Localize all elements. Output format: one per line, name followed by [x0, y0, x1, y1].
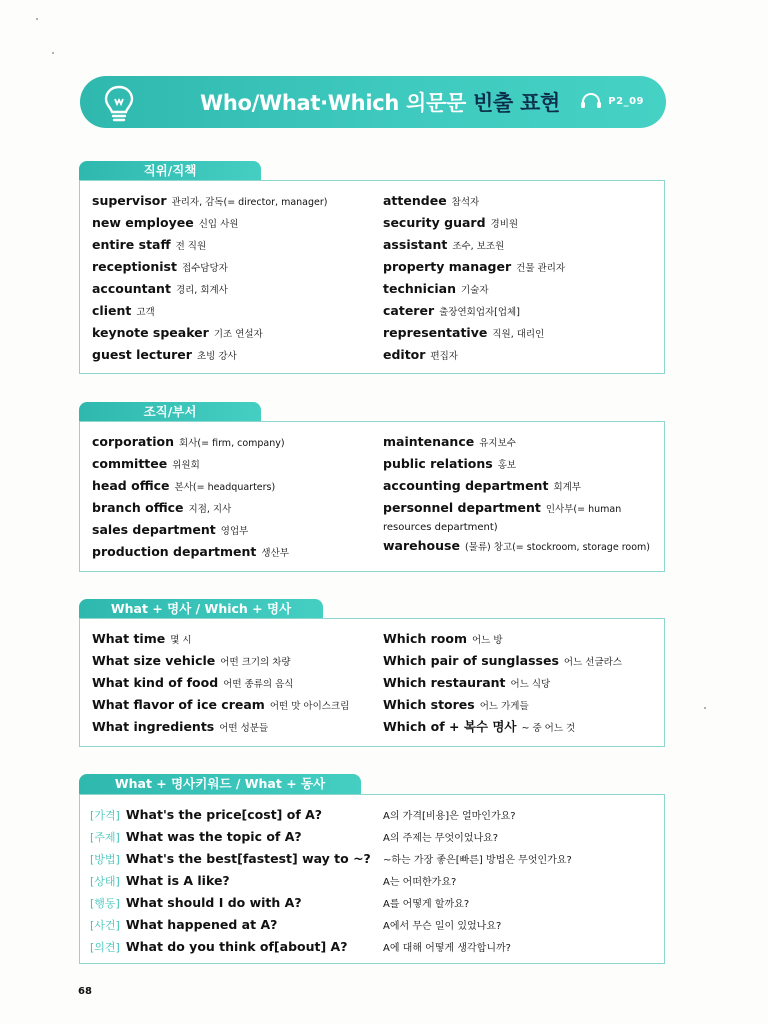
- vocab-meaning: (물류) 창고(= stockroom, storage room): [464, 542, 650, 553]
- vocab-meaning: 유지보수: [479, 438, 516, 449]
- vocab-term: accounting department: [383, 478, 549, 493]
- question-text: What happened at A?: [125, 917, 278, 932]
- vocab-term: maintenance: [383, 434, 475, 449]
- vocab-term: personnel department: [383, 500, 541, 515]
- answer-row: [383, 804, 572, 826]
- answer-row: [383, 826, 572, 848]
- answer-row: [383, 848, 572, 870]
- vocab-row: [92, 431, 289, 453]
- vocab-row: [92, 716, 349, 738]
- audio-track[interactable]: [580, 93, 644, 109]
- what-keyword-box: [79, 794, 665, 964]
- vocab-term: accountant: [92, 281, 171, 296]
- vocab-row: [383, 322, 565, 344]
- answer-row: [383, 870, 572, 892]
- vocab-row: [92, 190, 328, 212]
- question-text: What is A like?: [125, 873, 230, 888]
- category-tag: [가격]: [90, 809, 120, 822]
- vocab-term: security guard: [383, 215, 486, 230]
- vocab-row: [383, 497, 650, 519]
- title-part1: Who/What·Which 의문문: [200, 91, 466, 115]
- vocab-row: [383, 212, 565, 234]
- vocab-meaning: 접수담당자: [181, 263, 228, 274]
- vocab-meaning: 기조 연설자: [213, 329, 263, 340]
- vocab-row: [383, 453, 650, 475]
- question-meaning: ~하는 가장 좋은[빠른] 방법은 무엇인가요?: [383, 855, 572, 866]
- speck: [36, 18, 38, 20]
- vocab-meaning: 전 직원: [175, 241, 207, 252]
- audio-label: P2_09: [608, 95, 644, 107]
- vocab-meaning: 위원회: [172, 460, 200, 471]
- category-tag: [방법]: [90, 853, 120, 866]
- vocab-meaning: 참석자: [451, 197, 480, 208]
- vocab-term: What ingredients: [92, 719, 215, 734]
- vocab-row: [92, 344, 328, 366]
- vocab-meaning: 인사부(= human: [545, 504, 622, 515]
- category-tag: [의견]: [90, 941, 120, 954]
- vocab-row: [92, 628, 349, 650]
- speck: [704, 707, 706, 709]
- vocab-row: [92, 453, 289, 475]
- question-row: [90, 936, 371, 958]
- vocab-row: [383, 535, 650, 557]
- category-tag: [주제]: [90, 831, 120, 844]
- vocab-term: branch office: [92, 500, 184, 515]
- answer-column: [383, 804, 572, 958]
- vocab-row: [92, 694, 349, 716]
- vocab-meaning: 회사(= firm, company): [179, 438, 285, 449]
- vocab-meaning: 기술자: [460, 285, 489, 296]
- question-meaning: A에서 무슨 일이 있었나요?: [383, 921, 502, 932]
- vocab-meaning: 영업부: [220, 526, 249, 537]
- vocab-row: [92, 519, 289, 541]
- vocab-term: warehouse: [383, 538, 460, 553]
- vocab-term: public relations: [383, 456, 493, 471]
- headphones-icon: [580, 93, 602, 109]
- question-meaning: A는 어떠한가요?: [383, 877, 457, 888]
- vocab-row: [383, 256, 565, 278]
- question-row: [90, 914, 371, 936]
- positions-box: [79, 180, 665, 374]
- lightbulb-icon: [102, 84, 136, 124]
- positions-right-column: [383, 190, 565, 366]
- vocab-row: [383, 431, 650, 453]
- page-title: [200, 87, 560, 117]
- question-meaning: A를 어떻게 할까요?: [383, 899, 470, 910]
- vocab-meaning: 몇 시: [170, 635, 192, 646]
- vocab-row: [383, 650, 622, 672]
- title-banner: [80, 76, 666, 128]
- vocab-meaning: 출장연회업자[업체]: [439, 307, 520, 318]
- vocab-row: [383, 475, 650, 497]
- question-meaning: A에 대해 어떻게 생각합니까?: [383, 943, 511, 954]
- vocab-term: keynote speaker: [92, 325, 209, 340]
- vocab-row: [92, 234, 328, 256]
- vocab-term: editor: [383, 347, 426, 362]
- vocab-term: production department: [92, 544, 257, 559]
- speck: [52, 52, 54, 54]
- what-noun-column: [92, 628, 349, 738]
- question-text: What was the topic of A?: [125, 829, 302, 844]
- vocab-term: attendee: [383, 193, 447, 208]
- vocab-row: [383, 694, 622, 716]
- vocab-row: [92, 650, 349, 672]
- vocab-row: [92, 212, 328, 234]
- vocab-meaning: 초빙 강사: [196, 351, 237, 362]
- question-column: [90, 804, 371, 958]
- vocab-row: [383, 278, 565, 300]
- vocab-meaning: 어떤 종류의 음식: [223, 679, 294, 690]
- vocab-meaning: 조수, 보조원: [452, 241, 505, 252]
- vocab-meaning: 경리, 회계사: [175, 285, 228, 296]
- vocab-meaning: 어떤 맛 아이스크림: [269, 701, 350, 712]
- category-tag: [상태]: [90, 875, 120, 888]
- vocab-meaning: 홍보: [497, 460, 517, 471]
- vocab-meaning: 어느 식당: [510, 679, 551, 690]
- vocab-term: Which of + 복수 명사: [383, 719, 517, 734]
- vocab-meaning: 직원, 대리인: [492, 329, 545, 340]
- vocab-term: Which restaurant: [383, 675, 506, 690]
- vocab-row: [92, 322, 328, 344]
- question-row: [90, 804, 371, 826]
- vocab-meaning: 경비원: [490, 219, 519, 230]
- vocab-term: head office: [92, 478, 170, 493]
- question-row: [90, 826, 371, 848]
- vocab-meaning-continued: [383, 519, 650, 535]
- vocab-row: [383, 716, 622, 738]
- vocab-term: representative: [383, 325, 488, 340]
- departments-left-column: [92, 431, 289, 563]
- vocab-term: Which stores: [383, 697, 475, 712]
- question-row: [90, 848, 371, 870]
- vocab-meaning: 어느 방: [472, 635, 503, 646]
- vocab-term: sales department: [92, 522, 216, 537]
- vocab-meaning: ~ 중 어느 것: [521, 723, 576, 734]
- what-which-box: [79, 618, 665, 747]
- tab-what-which-noun: What + 명사 / Which + 명사: [79, 599, 323, 619]
- answer-row: [383, 914, 572, 936]
- vocab-meaning: 회계부: [553, 482, 581, 493]
- vocab-row: [92, 541, 289, 563]
- category-tag: [행동]: [90, 897, 120, 910]
- vocab-term: assistant: [383, 237, 448, 252]
- vocab-term: new employee: [92, 215, 194, 230]
- vocab-term: Which room: [383, 631, 467, 646]
- positions-left-column: [92, 190, 328, 366]
- vocab-term: client: [92, 303, 132, 318]
- question-text: What should I do with A?: [125, 895, 302, 910]
- departments-box: [79, 421, 665, 572]
- vocab-meaning: 생산부: [261, 548, 289, 559]
- question-meaning: A의 주제는 무엇이었나요?: [383, 833, 499, 844]
- vocab-term: technician: [383, 281, 456, 296]
- departments-right-column: [383, 431, 650, 557]
- category-tag: [사건]: [90, 919, 120, 932]
- tab-what-keyword-verb: What + 명사키워드 / What + 동사: [79, 774, 361, 794]
- vocab-meaning: 관리자, 감독(= director, manager): [171, 197, 328, 208]
- vocab-term: property manager: [383, 259, 512, 274]
- vocab-row: [92, 475, 289, 497]
- vocab-term: What flavor of ice cream: [92, 697, 265, 712]
- vocab-meaning: 어느 가게들: [479, 701, 529, 712]
- vocab-row: [92, 672, 349, 694]
- question-text: What's the best[fastest] way to ~?: [125, 851, 371, 866]
- question-row: [90, 870, 371, 892]
- vocab-term: entire staff: [92, 237, 171, 252]
- vocab-row: [383, 344, 565, 366]
- vocab-meaning-cont: resources department): [383, 522, 498, 533]
- vocab-row: [383, 300, 565, 322]
- vocab-meaning: 건물 관리자: [516, 263, 566, 274]
- vocab-row: [92, 300, 328, 322]
- vocab-meaning: 고객: [136, 307, 155, 318]
- vocab-row: [92, 278, 328, 300]
- question-row: [90, 892, 371, 914]
- vocab-term: guest lecturer: [92, 347, 192, 362]
- vocab-meaning: 어떤 성분들: [219, 723, 269, 734]
- vocab-term: What time: [92, 631, 166, 646]
- tab-positions: 직위/직책: [79, 161, 261, 181]
- vocab-row: [92, 256, 328, 278]
- title-part2: 빈출 표현: [473, 91, 560, 115]
- vocab-term: caterer: [383, 303, 435, 318]
- question-text: What's the price[cost] of A?: [125, 807, 323, 822]
- page-number: 68: [78, 986, 92, 997]
- vocab-term: What size vehicle: [92, 653, 216, 668]
- vocab-term: Which pair of sunglasses: [383, 653, 559, 668]
- vocab-meaning: 지점, 지사: [188, 504, 232, 515]
- vocab-row: [383, 190, 565, 212]
- vocab-meaning: 어떤 크기의 차량: [220, 657, 291, 668]
- vocab-row: [383, 672, 622, 694]
- vocab-meaning: 신입 사원: [198, 219, 239, 230]
- vocab-term: corporation: [92, 434, 175, 449]
- answer-row: [383, 936, 572, 958]
- vocab-term: supervisor: [92, 193, 167, 208]
- vocab-term: What kind of food: [92, 675, 219, 690]
- vocab-row: [383, 234, 565, 256]
- answer-row: [383, 892, 572, 914]
- vocab-term: receptionist: [92, 259, 177, 274]
- question-meaning: A의 가격[비용]은 얼마인가요?: [383, 811, 516, 822]
- question-text: What do you think of[about] A?: [125, 939, 348, 954]
- vocab-meaning: 본사(= headquarters): [174, 482, 276, 493]
- vocab-term: committee: [92, 456, 168, 471]
- tab-departments: 조직/부서: [79, 402, 261, 422]
- vocab-row: [383, 628, 622, 650]
- which-noun-column: [383, 628, 622, 738]
- vocab-meaning: 어느 선글라스: [563, 657, 622, 668]
- vocab-row: [92, 497, 289, 519]
- vocab-meaning: 편집자: [430, 351, 458, 362]
